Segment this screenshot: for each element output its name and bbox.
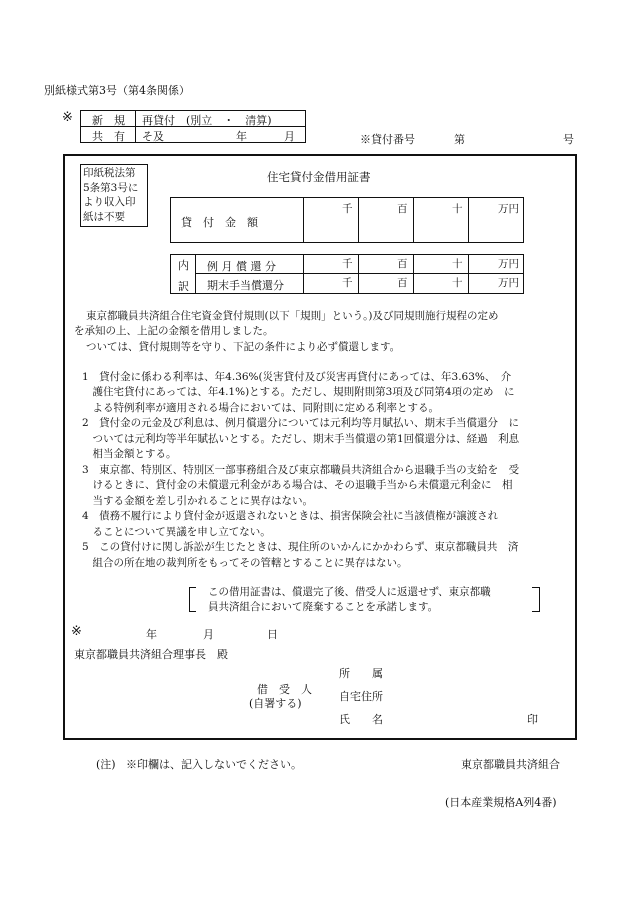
footer-organization: 東京都職員共済組合 [461, 758, 560, 771]
footer-note-label: (注) [96, 758, 116, 771]
footer-note-text: ※印欄は、記入しないでください。 [126, 758, 302, 771]
bonus-unit-thousand: 千 [342, 277, 353, 289]
loan-number-dai: 第 [454, 133, 465, 146]
condition-line: 4 債務不履行により貸付金が返還されないときは、損害保険会社に当該債権が譲渡され [82, 510, 499, 522]
loan-type-reloan: 再貸付 (別立 ・ 清算) [142, 114, 272, 127]
amount-unit-ten: 十 [452, 203, 463, 215]
monthly-unit-ten: 十 [452, 258, 463, 270]
loan-number-go: 号 [563, 133, 574, 146]
condition-line: 当する金額を差し引かれることに異存はない。 [82, 495, 313, 507]
stamp-note: 印紙税法第 5条第3号に より収入印 紙は不要 [83, 167, 139, 223]
monthly-repayment-label: 例 月 償 還 分 [207, 260, 276, 273]
intro-line-3: ついては、貸付規則等を守り、下記の条件により必ず償還します。 [86, 341, 401, 353]
home-address-label: 自宅住所 [339, 690, 383, 703]
notice-line-1: この借用証書は、償還完了後、借受人に返還せず、東京都職 [208, 586, 491, 598]
header-asterisk: ※ [62, 110, 73, 125]
bonus-repayment-label: 期末手当償還分 [207, 279, 284, 292]
document-title: 住宅貸付金借用証書 [267, 170, 371, 184]
condition-line: ついては元利均等半年賦払いとする。ただし、期末手当償還の第1回償還分は、経過 利息 [82, 433, 520, 445]
date-day: 日 [267, 628, 278, 641]
condition-line: けるときに、貸付金の未償還元利金がある場合は、その退職手当から未償還元利金に 相 [82, 479, 513, 491]
bonus-unit-hundred: 百 [397, 277, 408, 289]
breakdown-side-top: 内 [178, 259, 189, 272]
breakdown-side-bottom: 訳 [178, 280, 189, 293]
condition-line: 組合の所在地の裁判所をもってその管轄とすることに異存はない。 [82, 557, 408, 569]
header-year: 年 [236, 130, 247, 143]
bonus-unit-ten: 十 [452, 277, 463, 289]
condition-line: よる特例利率が適用される場合においては、同附則に定める利率とする。 [82, 402, 439, 414]
monthly-unit-manyen: 万円 [498, 258, 519, 270]
name-label: 氏 名 [339, 713, 383, 726]
amount-unit-thousand: 千 [342, 203, 353, 215]
loan-number-label: ※貸付番号 [360, 133, 415, 146]
date-asterisk: ※ [71, 624, 82, 639]
intro-line-1: 東京都職員共済組合住宅資金貸付規則(以下「規則」という。)及び同規則施行規程の定め [86, 310, 499, 322]
addressee: 東京都職員共済組合理事長 殿 [74, 648, 228, 661]
affiliation-label: 所 属 [339, 667, 383, 680]
notice-line-2: 員共済組合において廃棄することを承諾します。 [208, 601, 439, 613]
condition-line: 2 貸付金の元金及び利息は、例月償還分については元利均等月賦払い、期末手当償還分 に [82, 417, 519, 429]
paper-size-note: (日本産業規格A列4番) [445, 796, 557, 809]
condition-line: ることについて異議を申し立てない。 [82, 526, 271, 538]
condition-line: 1 貸付金に係わる利率は、年4.36%(災害貸付及び災害再貸付にあっては、年3.63%、 介 [82, 371, 512, 383]
seal-mark: 印 [527, 713, 538, 726]
header-month: 月 [284, 130, 295, 143]
form-number: 別紙様式第3号（第4条関係） [44, 84, 190, 97]
loan-type-retroactive: そ及 [142, 130, 164, 143]
monthly-unit-thousand: 千 [342, 258, 353, 270]
condition-line: 3 東京都、特別区、特別区一部事務組合及び東京都職員共済組合から退職手当の支給を 受 [82, 464, 520, 476]
intro-line-2: を承知の上、上記の金額を借用しました。 [74, 325, 274, 337]
condition-line: 5 この貸付けに関し訴訟が生じたときは、現住所のいかんにかかわらず、東京都職員共 済 [82, 541, 519, 553]
date-year: 年 [146, 628, 157, 641]
amount-unit-manyen: 万円 [498, 203, 519, 215]
borrower-label: 借 受 人 [257, 683, 312, 696]
bonus-unit-manyen: 万円 [498, 277, 519, 289]
condition-line: 護住宅貸付にあっては、年4.1%)とする。ただし、規則附則第3項及び同第4項の定め に [82, 386, 515, 398]
loan-type-shared: 共 有 [92, 130, 125, 143]
borrower-self-sign: (自署する) [249, 697, 302, 710]
loan-type-new: 新 規 [92, 114, 125, 127]
loan-amount-label: 貸 付 金 額 [181, 216, 258, 229]
monthly-unit-hundred: 百 [397, 258, 408, 270]
date-month: 月 [203, 628, 214, 641]
condition-line: 相当金額とする。 [82, 448, 177, 460]
amount-unit-hundred: 百 [397, 203, 408, 215]
